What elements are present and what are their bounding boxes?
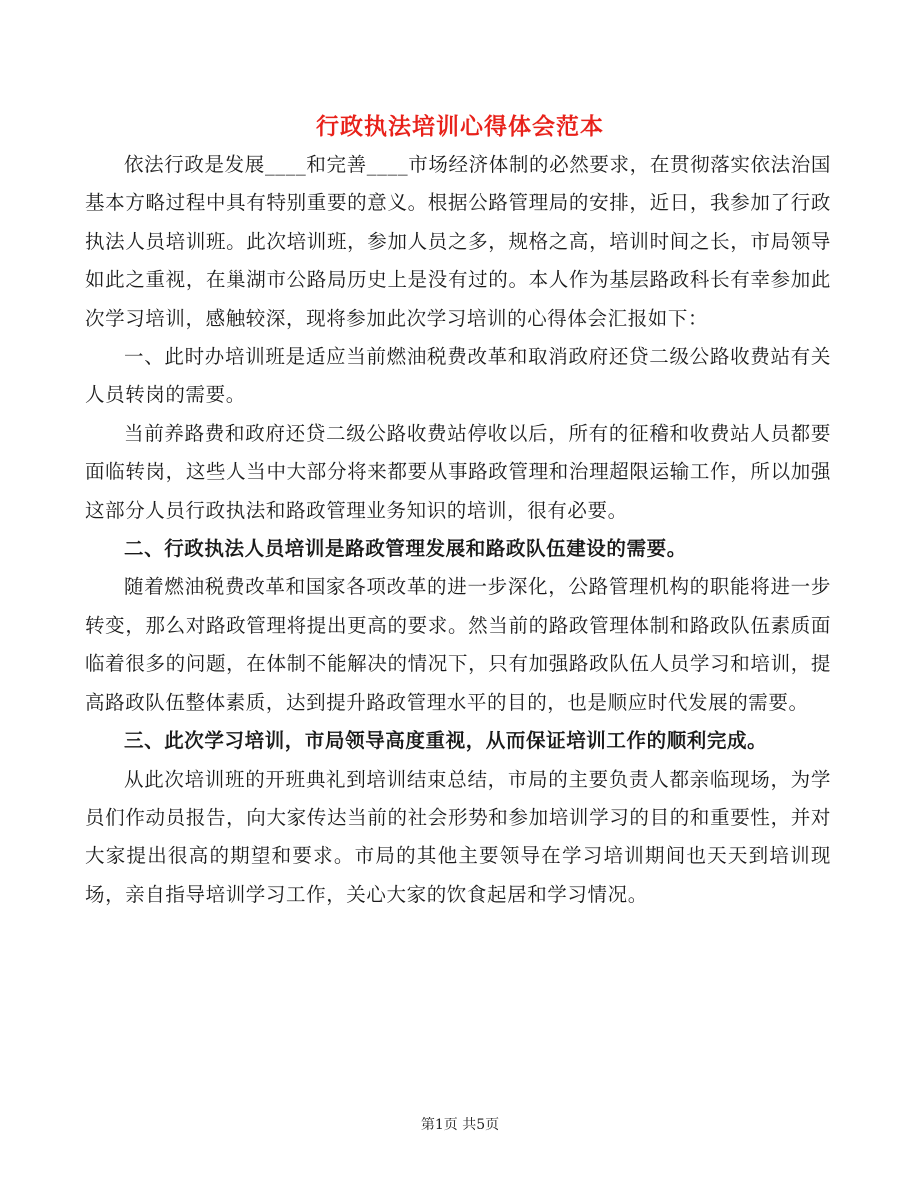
document-title: 行政执法培训心得体会范本: [316, 113, 604, 140]
paragraph-point-2-detail: 随着燃油税费改革和国家各项改革的进一步深化，公路管理机构的职能将进一步转变，那么对路政管理将提出更高的要求。然当前的路政管理体制和路政队伍素质面临着很多的问题，在体制不能解决的情况下，只有加强路政队伍人员学习和培训，提高路政队伍整体素质，达到提升路政管理水平的目的，也是顺应时代发展的需要。: [85, 575, 831, 714]
document-body: [85, 146, 831, 914]
paragraph-point-2: 二、行政执法人员培训是路政管理发展和路政队伍建设的需要。: [124, 537, 687, 561]
paragraph-point-3: 三、此次学习培训，市局领导高度重视，从而保证培训工作的顺利完成。: [124, 729, 768, 753]
page-indicator: 第1页 共5页: [420, 1117, 500, 1133]
paragraph-intro: 依法行政是发展____和完善____市场经济体制的必然要求，在贯彻落实依法治国基本方略过程中具有特别重要的意义。根据公路管理局的安排，近日，我参加了行政执法人员培训班。此次培训班，参加人员之多，规格之高，培训时间之长，市局领导如此之重视，在巢湖市公路局历史上是没有过的。本人作为基层路政科长有幸参加此次学习培训，感触较深，现将参加此次学习培训的心得体会汇报如下：: [85, 153, 831, 330]
paragraph-point-3-detail: 从此次培训班的开班典礼到培训结束总结，市局的主要负责人都亲临现场，为学员们作动员报告，向大家传达当前的社会形势和参加培训学习的目的和重要性，并对大家提出很高的期望和要求。市局的其他主要领导在学习培训期间也天天到培训现场，亲自指导培训学习工作，关心大家的饮食起居和学习情况。: [85, 767, 831, 906]
paragraph-point-1-detail: 当前养路费和政府还贷二级公路收费站停收以后，所有的征稽和收费站人员都要面临转岗，这些人当中大部分将来都要从事路政管理和治理超限运输工作，所以加强这部分人员行政执法和路政管理业务知识的培训，很有必要。: [85, 421, 831, 522]
paragraph-point-1: 一、此时办培训班是适应当前燃油税费改革和取消政府还贷二级公路收费站有关人员转岗的需要。: [85, 345, 831, 407]
